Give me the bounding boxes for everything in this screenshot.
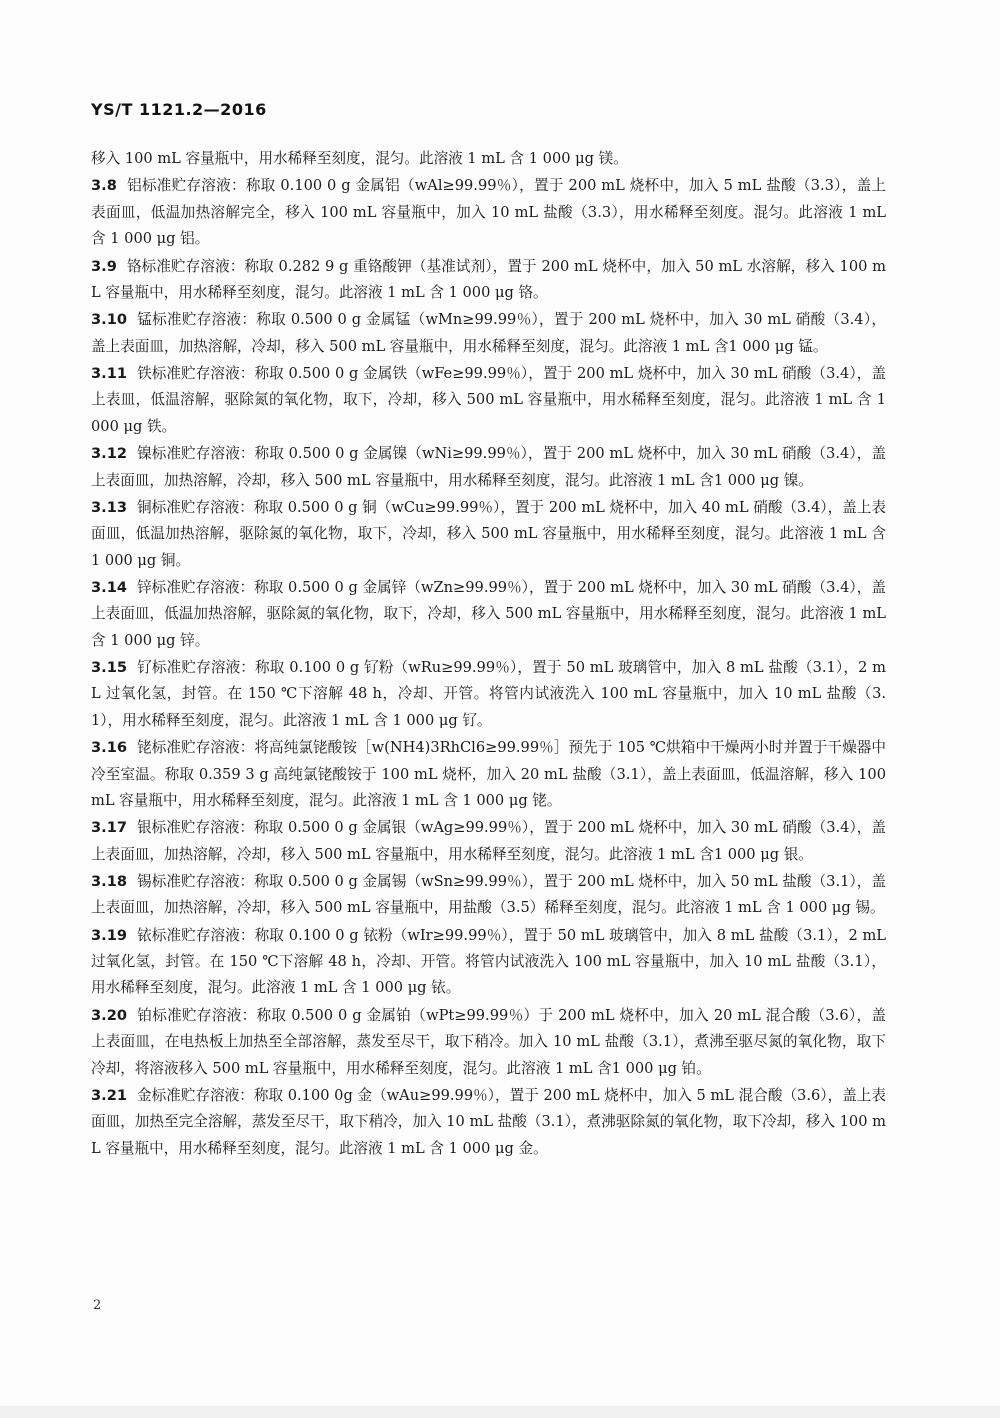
clause-number: 3.13 [91, 498, 128, 516]
clause-number: 3.17 [91, 819, 128, 837]
clause-number: 3.19 [91, 926, 128, 944]
clause-number: 3.18 [91, 873, 128, 891]
clause-paragraph [91, 441, 886, 494]
clause-number: 3.9 [91, 257, 117, 275]
clause-number: 3.15 [91, 659, 128, 677]
clause-text: 铂标准贮存溶液：称取 0.500 0 g 金属铂（wPt≥99.99％）于 200 mL 烧杯中，加入 20 mL 混合酸（3.6），盖上表面皿，在电热板上加热至全部溶解，蒸发至尽干，取下稍冷。加入 10 mL 盐酸（3.1），煮沸至驱尽氮的氧化物，取下冷却，将溶液移入 500 mL 容量瓶中，用水稀释至刻度，混匀。此溶液 1 mL 含1 000 μg 铂。 [91, 1006, 886, 1077]
document-body [91, 146, 886, 1163]
clause-text: 铬标准贮存溶液：称取 0.282 9 g 重铬酸钾（基准试剂），置于 200 mL 烧杯中，加入 50 mL 水溶解，移入 100 mL 容量瓶中，用水稀释至刻度，混匀。此溶液 1 mL 含 1 000 μg 铬。 [91, 257, 886, 301]
clause-text: 锡标准贮存溶液：称取 0.500 0 g 金属锡（wSn≥99.99％），置于 200 mL 烧杯中，加入 50 mL 盐酸（3.1），盖上表面皿，加热溶解，冷却，移入 500 mL 容量瓶中，用盐酸（3.5）稀释至刻度，混匀。此溶液 1 mL 含 1 000 μg 锡。 [91, 873, 886, 917]
clause-text: 铜标准贮存溶液：称取 0.500 0 g 铜（wCu≥99.99％），置于 200 mL 烧杯中，加入 40 mL 硝酸（3.4），盖上表面皿，低温加热溶解，驱除氮的氧化物，取下，冷却，移入 500 mL 容量瓶中，用水稀释至刻度，混匀。此溶液 1 mL 含 1 000 μg 铜。 [91, 498, 886, 569]
clause-text: 镍标准贮存溶液：称取 0.500 0 g 金属镍（wNi≥99.99％），置于 200 mL 烧杯中，加入 30 mL 硝酸（3.4），盖上表面皿，加热溶解，冷却，移入 500 mL 容量瓶中，用水稀释至刻度，混匀。此溶液 1 mL 含1 000 μg 镍。 [91, 445, 886, 489]
paragraph-list [91, 173, 886, 1161]
clause-text: 金标准贮存溶液：称取 0.100 0g 金（wAu≥99.99％），置于 200 mL 烧杯中，加入 5 mL 混合酸（3.6），盖上表面皿，加热至完全溶解，蒸发至尽干，取下稍冷，加入 10 mL 盐酸（3.1），煮沸驱除氮的氧化物，取下冷却，移入 100 mL 容量瓶中，用水稀释至刻度，混匀。此溶液 1 mL 含 1 000 μg 金。 [91, 1087, 886, 1157]
clause-text: 铝标准贮存溶液：称取 0.100 0 g 金属铝（wAl≥99.99％），置于 200 mL 烧杯中，加入 5 mL 盐酸（3.3），盖上表面皿，低温加热溶解完全，移入 100 mL 容量瓶中，加入 10 mL 盐酸（3.3），用水稀释至刻度。混匀。此溶液 1 mL 含 1 000 μg 铝。 [91, 177, 886, 248]
clause-paragraph [91, 575, 886, 654]
clause-text: 锌标准贮存溶液：称取 0.500 0 g 金属锌（wZn≥99.99％），置于 200 mL 烧杯中，加入 30 mL 硝酸（3.4），盖上表面皿，低温加热溶解，驱除氮的氧化物，取下，冷却，移入 500 mL 容量瓶中，用水稀释至刻度，混匀。此溶液 1 mL 含 1 000 μg 锌。 [91, 579, 886, 649]
clause-paragraph [91, 815, 886, 868]
clause-number: 3.8 [91, 177, 117, 195]
clause-paragraph [91, 307, 886, 360]
clause-number: 3.11 [91, 365, 128, 383]
page-bottom-edge [0, 1406, 1000, 1418]
clause-paragraph [91, 1083, 886, 1162]
clause-number: 3.16 [91, 739, 128, 757]
clause-paragraph [91, 869, 886, 922]
clause-text: 铑标准贮存溶液：将高纯氯铑酸铵［w(NH4)3RhCl6≥99.99％］预先于 105 ℃烘箱中干燥两小时并置于干燥器中冷至室温。称取 0.359 3 g 高纯氯铑酸铵于 100 mL 烧杯，加入 20 mL 盐酸（3.1），盖上表面皿，低温溶解，移入 100 mL 容量瓶中，用水稀释至刻度，混匀。此溶液 1 mL 含 1 000 μg 铑。 [91, 739, 886, 809]
clause-text: 银标准贮存溶液：称取 0.500 0 g 金属银（wAg≥99.99％），置于 200 mL 烧杯中，加入 30 mL 硝酸（3.4），盖上表面皿，加热溶解，冷却，移入 500 mL 容量瓶中，用水稀释至刻度，混匀。此溶液 1 mL 含1 000 μg 银。 [91, 819, 886, 863]
clause-paragraph [91, 655, 886, 734]
clause-number: 3.10 [91, 311, 128, 329]
clause-paragraph [91, 923, 886, 1002]
clause-paragraph [91, 254, 886, 307]
clause-text: 铱标准贮存溶液：称取 0.100 0 g 铱粉（wIr≥99.99％），置于 50 mL 玻璃管中，加入 8 mL 盐酸（3.1），2 mL 过氧化氢，封管。在 150 ℃下溶解 48 h，冷却、开管。将管内试液洗入 100 mL 容量瓶中，加入 10 mL 盐酸（3.1），用水稀释至刻度，混匀。此溶液 1 mL 含 1 000 μg 铱。 [91, 926, 886, 997]
clause-number: 3.14 [91, 579, 128, 597]
clause-paragraph [91, 1003, 886, 1082]
clause-paragraph [91, 495, 886, 574]
clause-paragraph [91, 361, 886, 440]
clause-text: 钌标准贮存溶液：称取 0.100 0 g 钌粉（wRu≥99.99％），置于 50 mL 玻璃管中，加入 8 mL 盐酸（3.1），2 mL 过氧化氢，封管。在 150 ℃下溶解 48 h，冷却、开管。将管内试液洗入 100 mL 容量瓶中，加入 10 mL 盐酸（3.1），用水稀释至刻度，混匀。此溶液 1 mL 含 1 000 μg 钌。 [91, 659, 886, 729]
clause-text: 铁标准贮存溶液：称取 0.500 0 g 金属铁（wFe≥99.99％），置于 200 mL 烧杯中，加入 30 mL 硝酸（3.4），盖上表皿，低温溶解，驱除氮的氧化物，取下，冷却，移入 500 mL 容量瓶中，用水稀释至刻度，混匀。此溶液 1 mL 含 1 000 μg 铁。 [91, 365, 886, 435]
page-number: 2 [93, 1298, 102, 1313]
clause-paragraph [91, 735, 886, 814]
clause-number: 3.20 [91, 1006, 128, 1024]
standard-header: YS/T 1121.2—2016 [91, 100, 267, 119]
clause-number: 3.21 [91, 1087, 128, 1105]
clause-text: 锰标准贮存溶液：称取 0.500 0 g 金属锰（wMn≥99.99％），置于 200 mL 烧杯中，加入 30 mL 硝酸（3.4），盖上表面皿，加热溶解，冷却，移入 500 mL 容量瓶中，用水稀释至刻度，混匀。此溶液 1 mL 含1 000 μg 锰。 [91, 311, 886, 355]
intro-line: 移入 100 mL 容量瓶中，用水稀释至刻度，混匀。此溶液 1 mL 含 1 000 μg 镁。 [91, 150, 628, 167]
clause-paragraph [91, 173, 886, 252]
clause-number: 3.12 [91, 445, 128, 463]
